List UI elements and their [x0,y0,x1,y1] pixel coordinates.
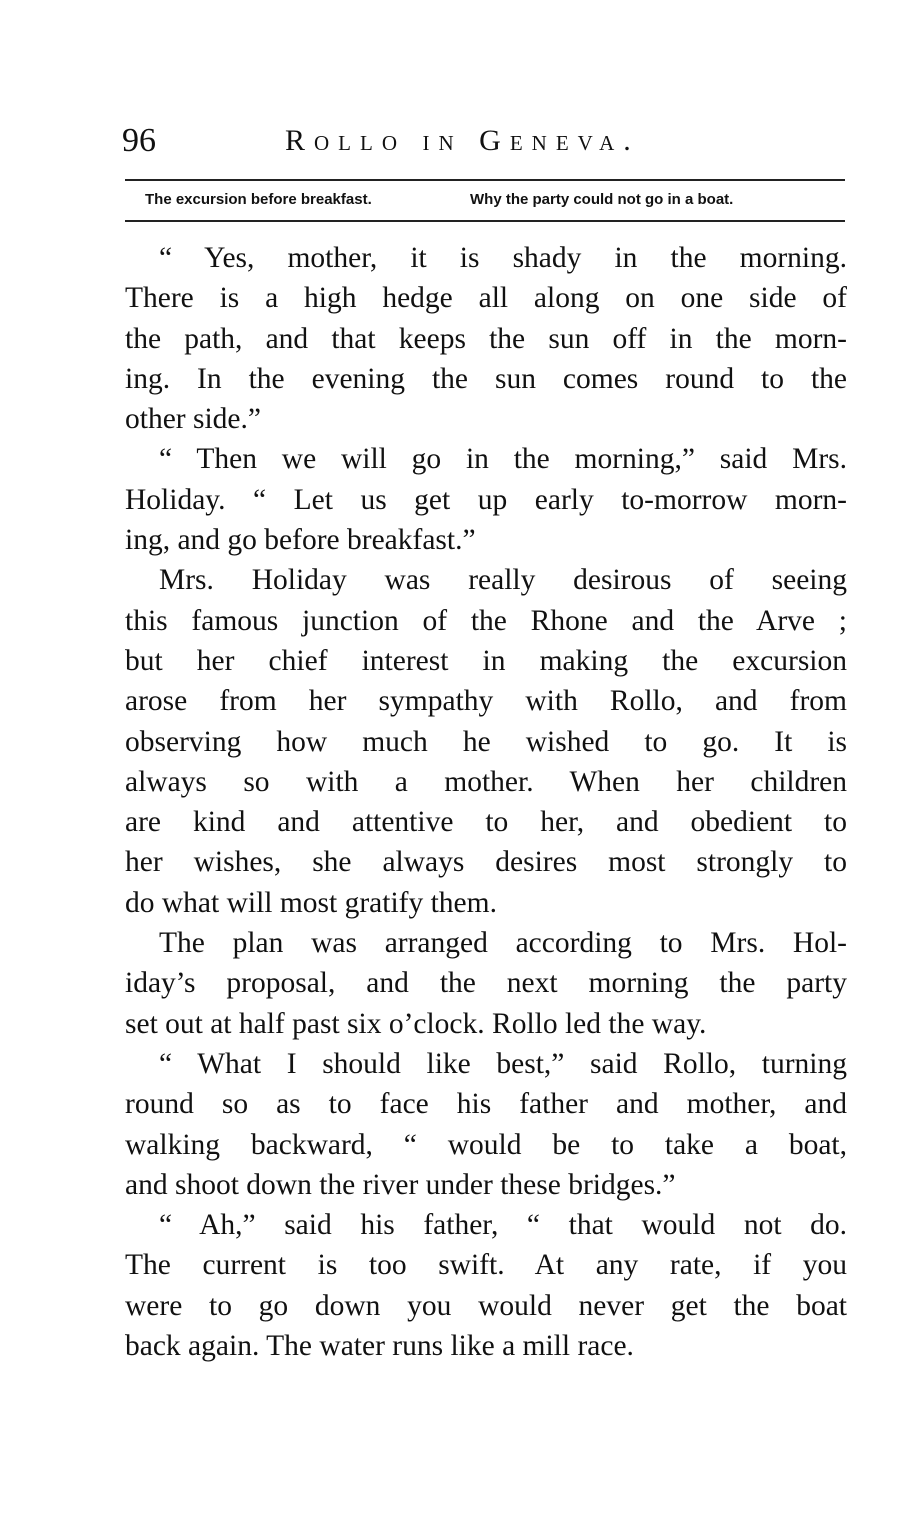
header-rule-top [125,179,845,181]
text-line: are kind and attentive to her, and obedient to [125,806,847,839]
header-rule-bottom [125,220,845,222]
text-line: “ What I should like best,” said Rollo, turning [159,1047,847,1080]
text-line: other side.” [125,403,261,436]
text-line: Holiday. “ Let us get up early to-morrow morn- [125,483,847,516]
text-line: arose from her sympathy with Rollo, and from [125,685,847,718]
text-line: walking backward, “ would be to take a boat, [125,1128,847,1161]
text-line: There is a high hedge all along on one side of [125,282,847,315]
text-line: “ Ah,” said his father, “ that would not do. [159,1209,847,1242]
running-head [120,118,850,168]
text-line: “ Yes, mother, it is shady in the morning. [159,242,847,274]
text-line: her wishes, she always desires most strongly to [125,846,847,879]
synopsis-part-1: The excursion before breakfast. [145,191,372,208]
text-line: The current is too swift. At any rate, if you [125,1249,847,1282]
text-line: but her chief interest in making the excursion [125,644,847,677]
text-line: iday’s proposal, and the next morning the party [125,967,847,1000]
chapter-synopsis [125,186,845,216]
text-line: always so with a mother. When her children [125,765,847,798]
text-line: were to go down you would never get the boat [125,1289,847,1322]
text-line: set out at half past six o’clock. Rollo led the way. [125,1007,707,1040]
text-line: “ Then we will go in the morning,” said Mrs. [159,443,847,476]
text-line: the path, and that keeps the sun off in the morn- [125,322,847,355]
body-text [125,238,847,1366]
text-line: ing. In the evening the sun comes round to the [125,362,847,395]
text-line: The plan was arranged according to Mrs. Hol- [159,927,847,960]
page-number: 96 [122,122,156,159]
text-line: do what will most gratify them. [125,886,497,919]
text-line: back again. The water runs like a mill race. [125,1330,634,1363]
book-title: Rollo in Geneva. [285,124,640,157]
text-line: round so as to face his father and mother, and [125,1088,847,1121]
text-line: this famous junction of the Rhone and the Arve ; [125,604,847,637]
text-line: Mrs. Holiday was really desirous of seeing [159,564,847,597]
synopsis-part-2: Why the party could not go in a boat. [470,191,734,208]
text-line: ing, and go before breakfast.” [125,524,476,557]
text-line: observing how much he wished to go. It is [125,725,847,758]
text-line: and shoot down the river under these bridges.” [125,1168,676,1201]
